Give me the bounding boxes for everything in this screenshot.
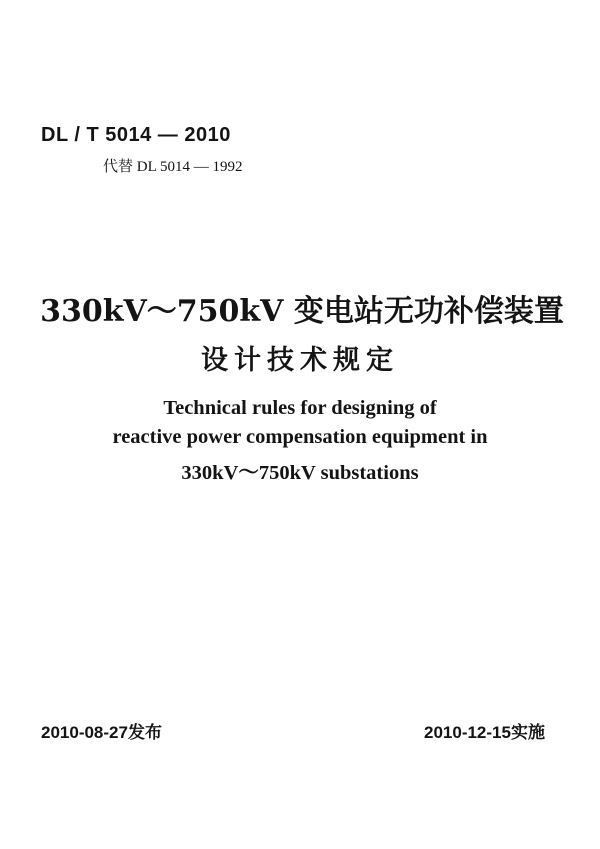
chinese-title-line-2: 设计技术规定 — [201, 345, 399, 376]
replaced-standard: 代替 DL 5014 — 1992 — [103, 159, 243, 175]
chinese-title-line-1: 330kV～750kV 变电站无功补偿装置 — [40, 294, 564, 329]
english-title-line-3: 330kV～750kV substations — [181, 462, 419, 484]
english-title-line-2: reactive power compensation equipment in — [112, 426, 488, 448]
english-title-line-1: Technical rules for designing of — [163, 397, 437, 419]
issue-date: 2010-08-27发布 — [41, 723, 162, 742]
standard-code: DL / T 5014 — 2010 — [41, 124, 231, 146]
implementation-date: 2010-12-15实施 — [424, 723, 545, 742]
